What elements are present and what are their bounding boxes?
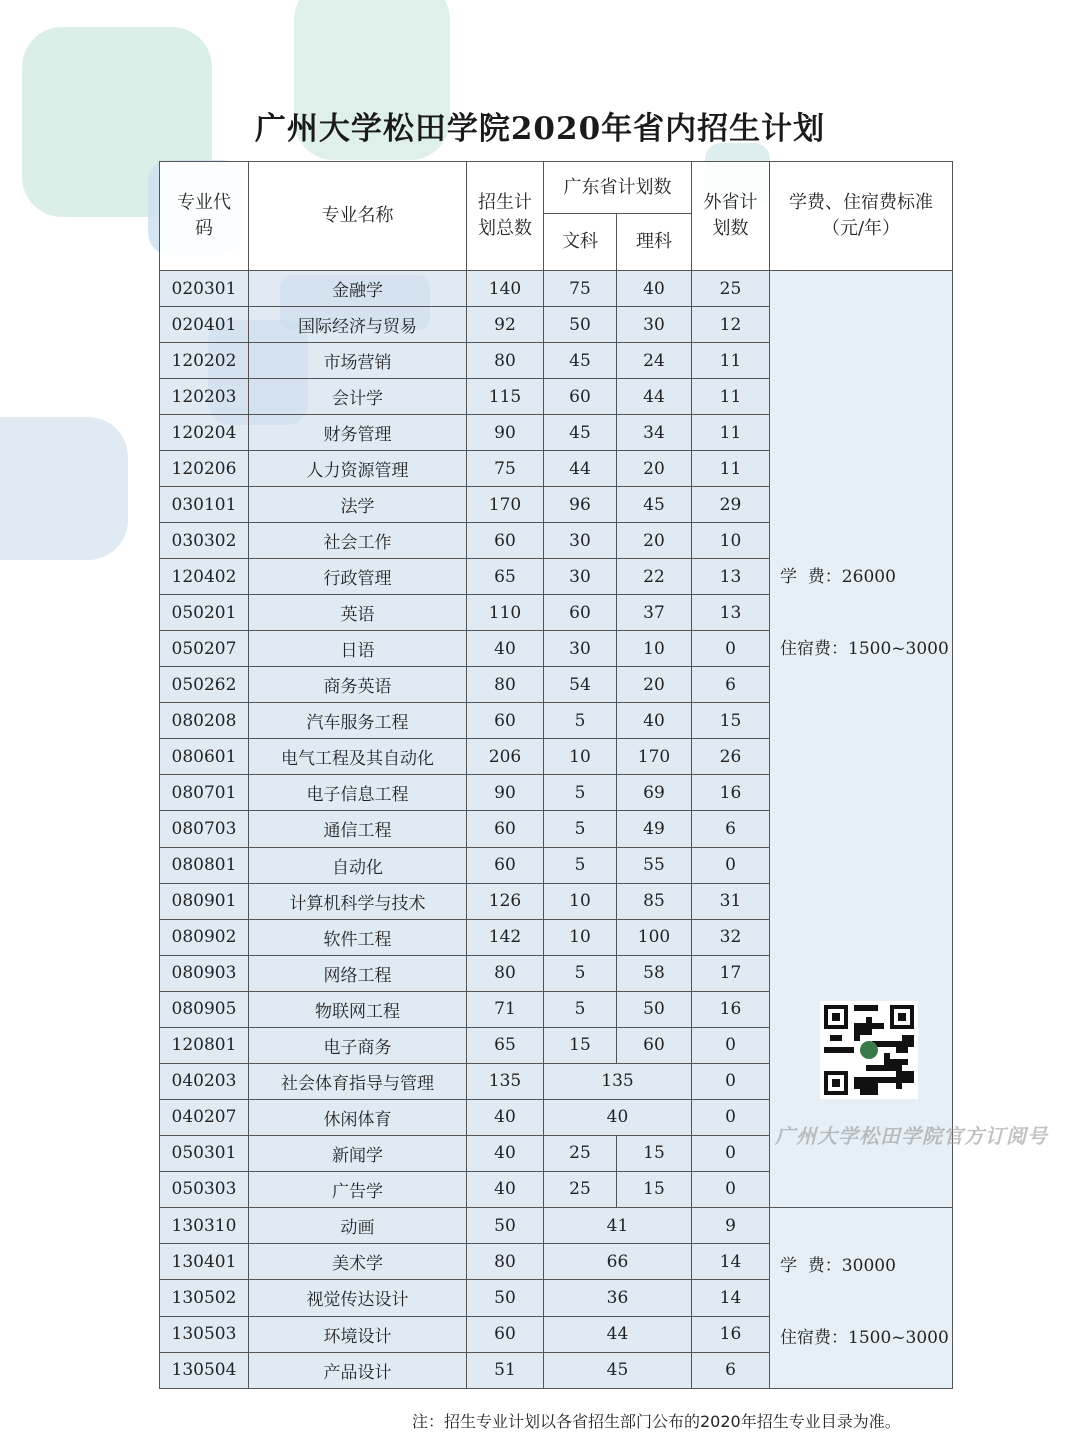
header-total: 招生计划总数 <box>467 162 544 271</box>
cell-science: 30 <box>617 307 692 343</box>
cell-code: 080208 <box>160 703 249 739</box>
cell-total: 40 <box>467 1135 544 1171</box>
cell-outside: 0 <box>692 1063 770 1099</box>
cell-code: 130504 <box>160 1352 249 1388</box>
cell-total: 40 <box>467 1171 544 1207</box>
cell-total: 65 <box>467 559 544 595</box>
cell-code: 050303 <box>160 1171 249 1207</box>
cell-outside: 10 <box>692 523 770 559</box>
cell-total: 142 <box>467 919 544 955</box>
cell-code: 050201 <box>160 595 249 631</box>
cell-science: 49 <box>617 811 692 847</box>
cell-science: 37 <box>617 595 692 631</box>
lodging-fee: 住宿费：1500~3000 <box>780 1328 949 1348</box>
cell-total: 115 <box>467 379 544 415</box>
cell-code: 080701 <box>160 775 249 811</box>
cell-code: 080801 <box>160 847 249 883</box>
cell-total: 60 <box>467 523 544 559</box>
cell-guangdong-total: 44 <box>544 1316 692 1352</box>
enrollment-plan-table <box>159 161 953 1389</box>
table-row <box>160 1208 953 1244</box>
cell-code: 120801 <box>160 1027 249 1063</box>
cell-outside: 13 <box>692 559 770 595</box>
cell-name: 电子商务 <box>249 1027 467 1063</box>
cell-arts: 15 <box>544 1027 617 1063</box>
cell-name: 网络工程 <box>249 955 467 991</box>
cell-arts: 25 <box>544 1171 617 1207</box>
cell-outside: 17 <box>692 955 770 991</box>
cell-total: 75 <box>467 451 544 487</box>
cell-arts: 30 <box>544 523 617 559</box>
cell-total: 65 <box>467 1027 544 1063</box>
cell-arts: 10 <box>544 919 617 955</box>
header-fees <box>770 162 953 271</box>
cell-total: 170 <box>467 487 544 523</box>
cell-guangdong-total: 41 <box>544 1208 692 1244</box>
page-title: 广州大学松田学院2020年省内招生计划 <box>254 111 826 147</box>
cell-code: 080901 <box>160 883 249 919</box>
header-science: 理科 <box>617 214 692 271</box>
cell-name: 国际经济与贸易 <box>249 307 467 343</box>
cell-science: 50 <box>617 991 692 1027</box>
cell-total: 51 <box>467 1352 544 1388</box>
cell-outside: 31 <box>692 883 770 919</box>
cell-total: 90 <box>467 415 544 451</box>
cell-arts: 5 <box>544 991 617 1027</box>
cell-total: 40 <box>467 1099 544 1135</box>
cell-code: 040203 <box>160 1063 249 1099</box>
cell-name: 金融学 <box>249 271 467 307</box>
cell-arts: 5 <box>544 811 617 847</box>
cell-name: 日语 <box>249 631 467 667</box>
cell-total: 80 <box>467 1244 544 1280</box>
cell-outside: 14 <box>692 1244 770 1280</box>
cell-name: 汽车服务工程 <box>249 703 467 739</box>
cell-total: 60 <box>467 847 544 883</box>
cell-outside: 6 <box>692 667 770 703</box>
cell-arts: 45 <box>544 343 617 379</box>
cell-science: 20 <box>617 451 692 487</box>
cell-code: 080905 <box>160 991 249 1027</box>
cell-code: 080902 <box>160 919 249 955</box>
cell-science: 15 <box>617 1171 692 1207</box>
cell-code: 130401 <box>160 1244 249 1280</box>
cell-code: 030302 <box>160 523 249 559</box>
cell-outside: 11 <box>692 415 770 451</box>
fee-cell <box>770 271 953 1208</box>
cell-outside: 0 <box>692 1027 770 1063</box>
lodging-fee: 住宿费：1500~3000 <box>780 639 949 659</box>
cell-science: 100 <box>617 919 692 955</box>
cell-total: 50 <box>467 1208 544 1244</box>
tuition-fee: 学 费：30000 <box>780 1256 896 1276</box>
cell-name: 计算机科学与技术 <box>249 883 467 919</box>
cell-total: 71 <box>467 991 544 1027</box>
cell-arts: 25 <box>544 1135 617 1171</box>
cell-outside: 14 <box>692 1280 770 1316</box>
cell-name: 财务管理 <box>249 415 467 451</box>
cell-name: 市场营销 <box>249 343 467 379</box>
cell-code: 020301 <box>160 271 249 307</box>
cell-code: 080703 <box>160 811 249 847</box>
cell-arts: 45 <box>544 415 617 451</box>
cell-science: 40 <box>617 703 692 739</box>
cell-arts: 96 <box>544 487 617 523</box>
cell-outside: 0 <box>692 1099 770 1135</box>
cell-outside: 0 <box>692 631 770 667</box>
cell-code: 120202 <box>160 343 249 379</box>
header-guangdong: 广东省计划数 <box>544 162 692 214</box>
cell-arts: 30 <box>544 559 617 595</box>
cell-total: 90 <box>467 775 544 811</box>
cell-outside: 6 <box>692 1352 770 1388</box>
cell-total: 140 <box>467 271 544 307</box>
cell-science: 24 <box>617 343 692 379</box>
cell-name: 行政管理 <box>249 559 467 595</box>
cell-name: 产品设计 <box>249 1352 467 1388</box>
cell-outside: 12 <box>692 307 770 343</box>
cell-name: 自动化 <box>249 847 467 883</box>
cell-code: 020401 <box>160 307 249 343</box>
cell-code: 030101 <box>160 487 249 523</box>
cell-guangdong-total: 45 <box>544 1352 692 1388</box>
footnote: 注：招生专业计划以各省招生部门公布的2020年招生专业目录为准。 <box>412 1412 901 1431</box>
cell-outside: 6 <box>692 811 770 847</box>
cell-outside: 16 <box>692 991 770 1027</box>
cell-arts: 5 <box>544 703 617 739</box>
cell-name: 动画 <box>249 1208 467 1244</box>
cell-code: 130502 <box>160 1280 249 1316</box>
cell-guangdong-total: 66 <box>544 1244 692 1280</box>
cell-name: 法学 <box>249 487 467 523</box>
cell-outside: 26 <box>692 739 770 775</box>
cell-name: 电气工程及其自动化 <box>249 739 467 775</box>
cell-code: 130503 <box>160 1316 249 1352</box>
table-row <box>160 271 953 307</box>
cell-code: 080601 <box>160 739 249 775</box>
cell-arts: 60 <box>544 595 617 631</box>
cell-arts: 60 <box>544 379 617 415</box>
cell-outside: 25 <box>692 271 770 307</box>
cell-arts: 10 <box>544 883 617 919</box>
cell-arts: 44 <box>544 451 617 487</box>
cell-arts: 50 <box>544 307 617 343</box>
cell-outside: 0 <box>692 1135 770 1171</box>
cell-total: 126 <box>467 883 544 919</box>
cell-outside: 0 <box>692 1171 770 1207</box>
cell-science: 10 <box>617 631 692 667</box>
decor-square <box>0 417 128 560</box>
cell-name: 物联网工程 <box>249 991 467 1027</box>
cell-name: 英语 <box>249 595 467 631</box>
cell-total: 80 <box>467 343 544 379</box>
header-fees-unit: （元/年） <box>821 218 901 239</box>
cell-name: 休闲体育 <box>249 1099 467 1135</box>
cell-total: 60 <box>467 811 544 847</box>
cell-code: 050301 <box>160 1135 249 1171</box>
tuition-fee: 学 费：26000 <box>780 567 896 587</box>
cell-science: 45 <box>617 487 692 523</box>
cell-outside: 9 <box>692 1208 770 1244</box>
cell-outside: 15 <box>692 703 770 739</box>
cell-arts: 10 <box>544 739 617 775</box>
cell-name: 会计学 <box>249 379 467 415</box>
cell-total: 40 <box>467 631 544 667</box>
cell-name: 新闻学 <box>249 1135 467 1171</box>
cell-science: 20 <box>617 667 692 703</box>
header-arts: 文科 <box>544 214 617 271</box>
cell-code: 080903 <box>160 955 249 991</box>
cell-name: 视觉传达设计 <box>249 1280 467 1316</box>
cell-arts: 54 <box>544 667 617 703</box>
cell-name: 电子信息工程 <box>249 775 467 811</box>
cell-science: 60 <box>617 1027 692 1063</box>
cell-science: 69 <box>617 775 692 811</box>
qr-code-icon <box>820 1001 918 1099</box>
cell-outside: 16 <box>692 775 770 811</box>
cell-guangdong-total: 40 <box>544 1099 692 1135</box>
fee-cell <box>770 1208 953 1389</box>
cell-guangdong-total: 36 <box>544 1280 692 1316</box>
cell-total: 135 <box>467 1063 544 1099</box>
cell-science: 44 <box>617 379 692 415</box>
cell-code: 050262 <box>160 667 249 703</box>
cell-name: 广告学 <box>249 1171 467 1207</box>
cell-name: 社会工作 <box>249 523 467 559</box>
cell-total: 80 <box>467 955 544 991</box>
cell-name: 美术学 <box>249 1244 467 1280</box>
cell-science: 40 <box>617 271 692 307</box>
header-name: 专业名称 <box>249 162 467 271</box>
cell-total: 110 <box>467 595 544 631</box>
cell-code: 040207 <box>160 1099 249 1135</box>
cell-outside: 11 <box>692 451 770 487</box>
cell-total: 60 <box>467 703 544 739</box>
cell-total: 60 <box>467 1316 544 1352</box>
cell-total: 50 <box>467 1280 544 1316</box>
cell-code: 130310 <box>160 1208 249 1244</box>
cell-name: 商务英语 <box>249 667 467 703</box>
cell-name: 环境设计 <box>249 1316 467 1352</box>
cell-science: 170 <box>617 739 692 775</box>
cell-outside: 32 <box>692 919 770 955</box>
cell-science: 15 <box>617 1135 692 1171</box>
cell-arts: 30 <box>544 631 617 667</box>
cell-code: 120402 <box>160 559 249 595</box>
header-outside: 外省计划数 <box>692 162 770 271</box>
cell-outside: 16 <box>692 1316 770 1352</box>
cell-outside: 13 <box>692 595 770 631</box>
cell-guangdong-total: 135 <box>544 1063 692 1099</box>
cell-total: 80 <box>467 667 544 703</box>
watermark-text: 广州大学松田学院官方订阅号 <box>775 1124 1048 1148</box>
cell-science: 58 <box>617 955 692 991</box>
cell-total: 206 <box>467 739 544 775</box>
cell-outside: 11 <box>692 379 770 415</box>
cell-name: 人力资源管理 <box>249 451 467 487</box>
cell-outside: 29 <box>692 487 770 523</box>
cell-science: 55 <box>617 847 692 883</box>
cell-name: 通信工程 <box>249 811 467 847</box>
cell-arts: 5 <box>544 775 617 811</box>
cell-science: 34 <box>617 415 692 451</box>
cell-total: 92 <box>467 307 544 343</box>
header-code: 专业代码 <box>160 162 249 271</box>
cell-arts: 5 <box>544 955 617 991</box>
cell-code: 050207 <box>160 631 249 667</box>
cell-arts: 75 <box>544 271 617 307</box>
cell-science: 20 <box>617 523 692 559</box>
cell-science: 85 <box>617 883 692 919</box>
header-fees-label: 学费、住宿费标准 <box>789 192 933 213</box>
cell-code: 120206 <box>160 451 249 487</box>
cell-outside: 0 <box>692 847 770 883</box>
cell-name: 软件工程 <box>249 919 467 955</box>
cell-code: 120203 <box>160 379 249 415</box>
cell-arts: 5 <box>544 847 617 883</box>
cell-science: 22 <box>617 559 692 595</box>
cell-code: 120204 <box>160 415 249 451</box>
cell-name: 社会体育指导与管理 <box>249 1063 467 1099</box>
cell-outside: 11 <box>692 343 770 379</box>
